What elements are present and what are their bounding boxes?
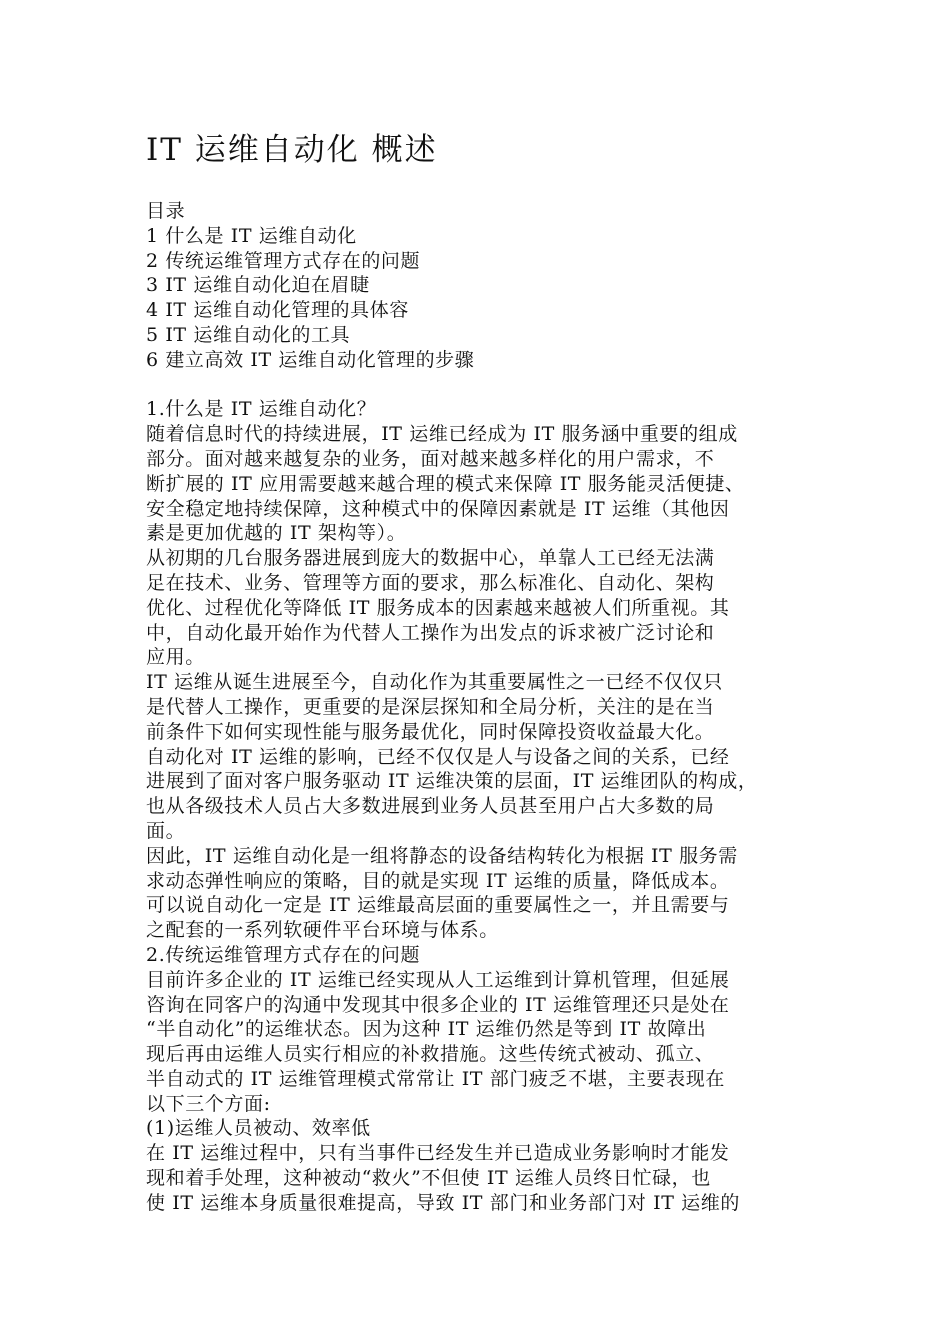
document-body [146,199,816,1216]
text-line: 足在技术、业务、管理等方面的要求，那么标准化、自动化、架构 [146,571,715,594]
toc-item: 4 IT 运维自动化管理的具体容 [146,299,409,322]
text-line: 现和着手处理，这种被动“救火”不但使 IT 运维人员终日忙碌，也 [146,1167,711,1190]
section-heading: 2.传统运维管理方式存在的问题 [146,943,421,966]
text-line: 之配套的一系列软硬件平台环境与体系。 [146,919,499,942]
text-line: IT 运维从诞生进展至今，自动化作为其重要属性之一已经不仅仅只 [146,671,723,694]
subsection-paragraphs [146,1141,816,1215]
subsection-heading: (1)运维人员被动、效率低 [146,1117,371,1140]
spacer [146,373,816,398]
text-line: 安全稳定地持续保障，这种模式中的保障因素就是 IT 运维（其他因 [146,497,730,520]
text-line: 以下三个方面: [146,1092,271,1115]
text-line: 随着信息时代的持续进展，IT 运维已经成为 IT 服务涵中重要的组成 [146,423,738,446]
text-line: 目前许多企业的 IT 运维已经实现从人工运维到计算机管理，但延展 [146,968,730,991]
section-paragraphs [146,968,816,1117]
text-line: 断扩展的 IT 应用需要越来越合理的模式来保障 IT 服务能灵活便捷、 [146,472,745,495]
document-title: IT 运维自动化 概述 [146,132,438,168]
text-line: 部分。面对越来越复杂的业务，面对越来越多样化的用户需求，不 [146,447,715,470]
text-line: 中，自动化最开始作为代替人工操作为出发点的诉求被广泛讨论和 [146,621,715,644]
text-line: 是代替人工操作，更重要的是深层探知和全局分析，关注的是在当 [146,695,715,718]
text-line: 素是更加优越的 IT 架构等）。 [146,522,407,545]
text-line: 前条件下如何实现性能与服务最优化，同时保障投资收益最大化。 [146,720,715,743]
text-line: 自动化对 IT 运维的影响，已经不仅仅是人与设备之间的关系，已经 [146,745,730,768]
text-line: 应用。 [146,646,205,669]
section-paragraphs [146,422,816,943]
text-line: 优化、过程优化等降低 IT 服务成本的因素越来越被人们所重视。其 [146,596,730,619]
text-line: 咨询在同客户的沟通中发现其中很多企业的 IT 运维管理还只是处在 [146,993,730,1016]
toc-item: 1 什么是 IT 运维自动化 [146,224,357,247]
text-line: 使 IT 运维本身质量很难提高，导致 IT 部门和业务部门对 IT 运维的 [146,1191,740,1214]
text-line: 从初期的几台服务器进展到庞大的数据中心，单靠人工已经无法满 [146,547,715,570]
toc-heading: 目录 [146,200,186,222]
text-line: “半自动化”的运维状态。因为这种 IT 运维仍然是等到 IT 故障出 [146,1018,707,1041]
toc-list [146,224,816,373]
text-line: 进展到了面对客户服务驱动 IT 运维决策的层面，IT 运维团队的构成， [146,770,758,793]
text-line: 现后再由运维人员实行相应的补救措施。这些传统式被动、孤立、 [146,1043,715,1066]
toc-item: 6 建立高效 IT 运维自动化管理的步骤 [146,348,475,371]
text-line: 在 IT 运维过程中，只有当事件已经发生并已造成业务影响时才能发 [146,1142,730,1165]
text-line: 可以说自动化一定是 IT 运维最高层面的重要属性之一，并且需要与 [146,894,730,917]
section-heading: 1.什么是 IT 运维自动化？ [146,398,377,421]
text-line: 半自动式的 IT 运维管理模式常常让 IT 部门疲乏不堪，主要表现在 [146,1067,725,1090]
text-line: 因此，IT 运维自动化是一组将静态的设备结构转化为根据 IT 服务需 [146,844,738,867]
text-line: 求动态弹性响应的策略，目的就是实现 IT 运维的质量，降低成本。 [146,869,730,892]
toc-item: 5 IT 运维自动化的工具 [146,323,351,346]
toc-item: 2 传统运维管理方式存在的问题 [146,249,421,272]
text-line: 也从各级技术人员占大多数进展到业务人员甚至用户占大多数的局 [146,795,715,818]
toc-item: 3 IT 运维自动化迫在眉睫 [146,274,370,297]
text-line: 面。 [146,819,186,842]
